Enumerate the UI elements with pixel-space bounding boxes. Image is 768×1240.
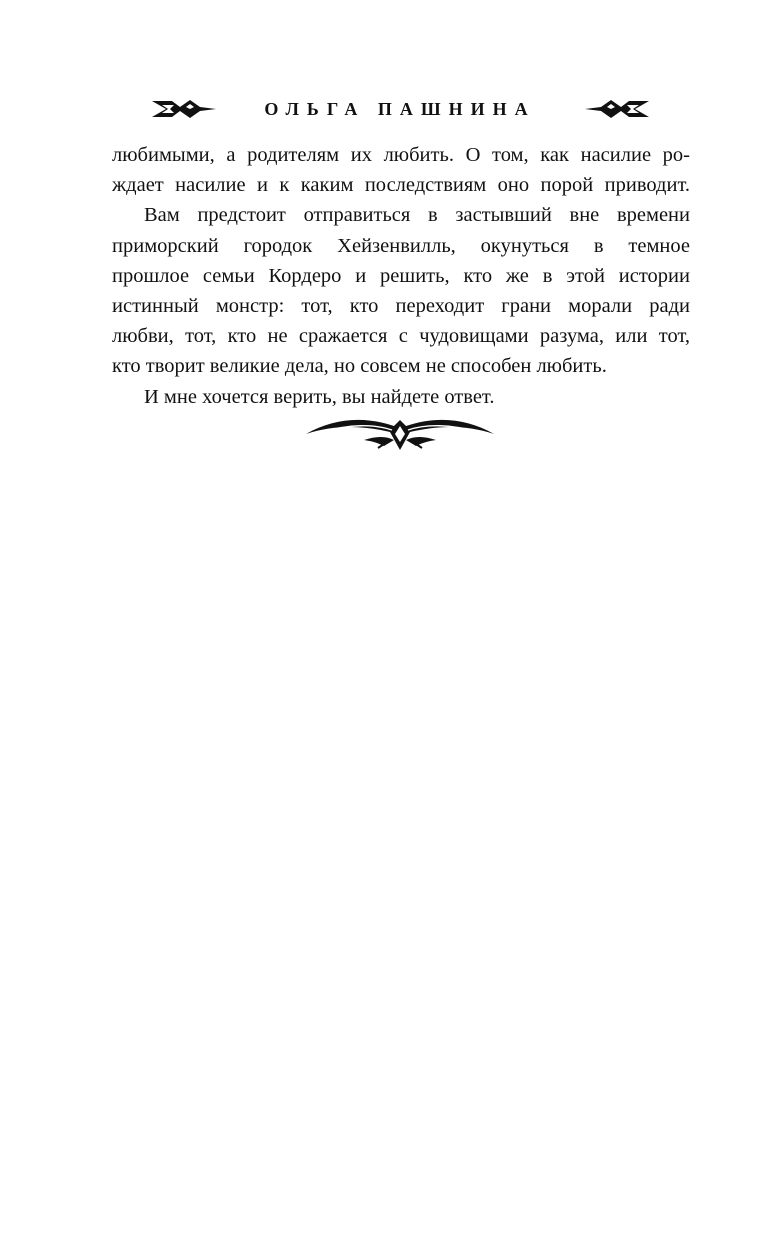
flourish-icon: [150, 98, 218, 120]
ornamental-divider-icon: [304, 410, 496, 454]
author-name: ОЛЬГА ПАШНИНА: [264, 99, 536, 119]
text-line: любви, тот, кто не сражается с чудовищами разума, или тот,: [112, 325, 690, 348]
text-line: истинный монстр: тот, кто переходит грани морали ради: [112, 294, 690, 317]
flourish-icon: [583, 98, 651, 120]
body-text: [112, 140, 690, 412]
text-line: приморский городок Хейзенвилль, окунуться в темное: [112, 234, 690, 257]
text-line: любимыми, а родителям их любить. О том, как насилие ро-: [112, 144, 690, 166]
text-line: кто творит великие дела, но совсем не способен любить.: [112, 355, 607, 378]
running-header: [0, 92, 768, 128]
text-line: ждает насилие и к каким последствиям оно порой приводит.: [112, 174, 690, 197]
text-line: И мне хочется верить, вы найдете ответ.: [144, 385, 495, 408]
text-line: Вам предстоит отправиться в застывший вне времени: [144, 204, 690, 227]
text-line: прошлое семьи Кордеро и решить, кто же в этой истории: [112, 264, 690, 287]
